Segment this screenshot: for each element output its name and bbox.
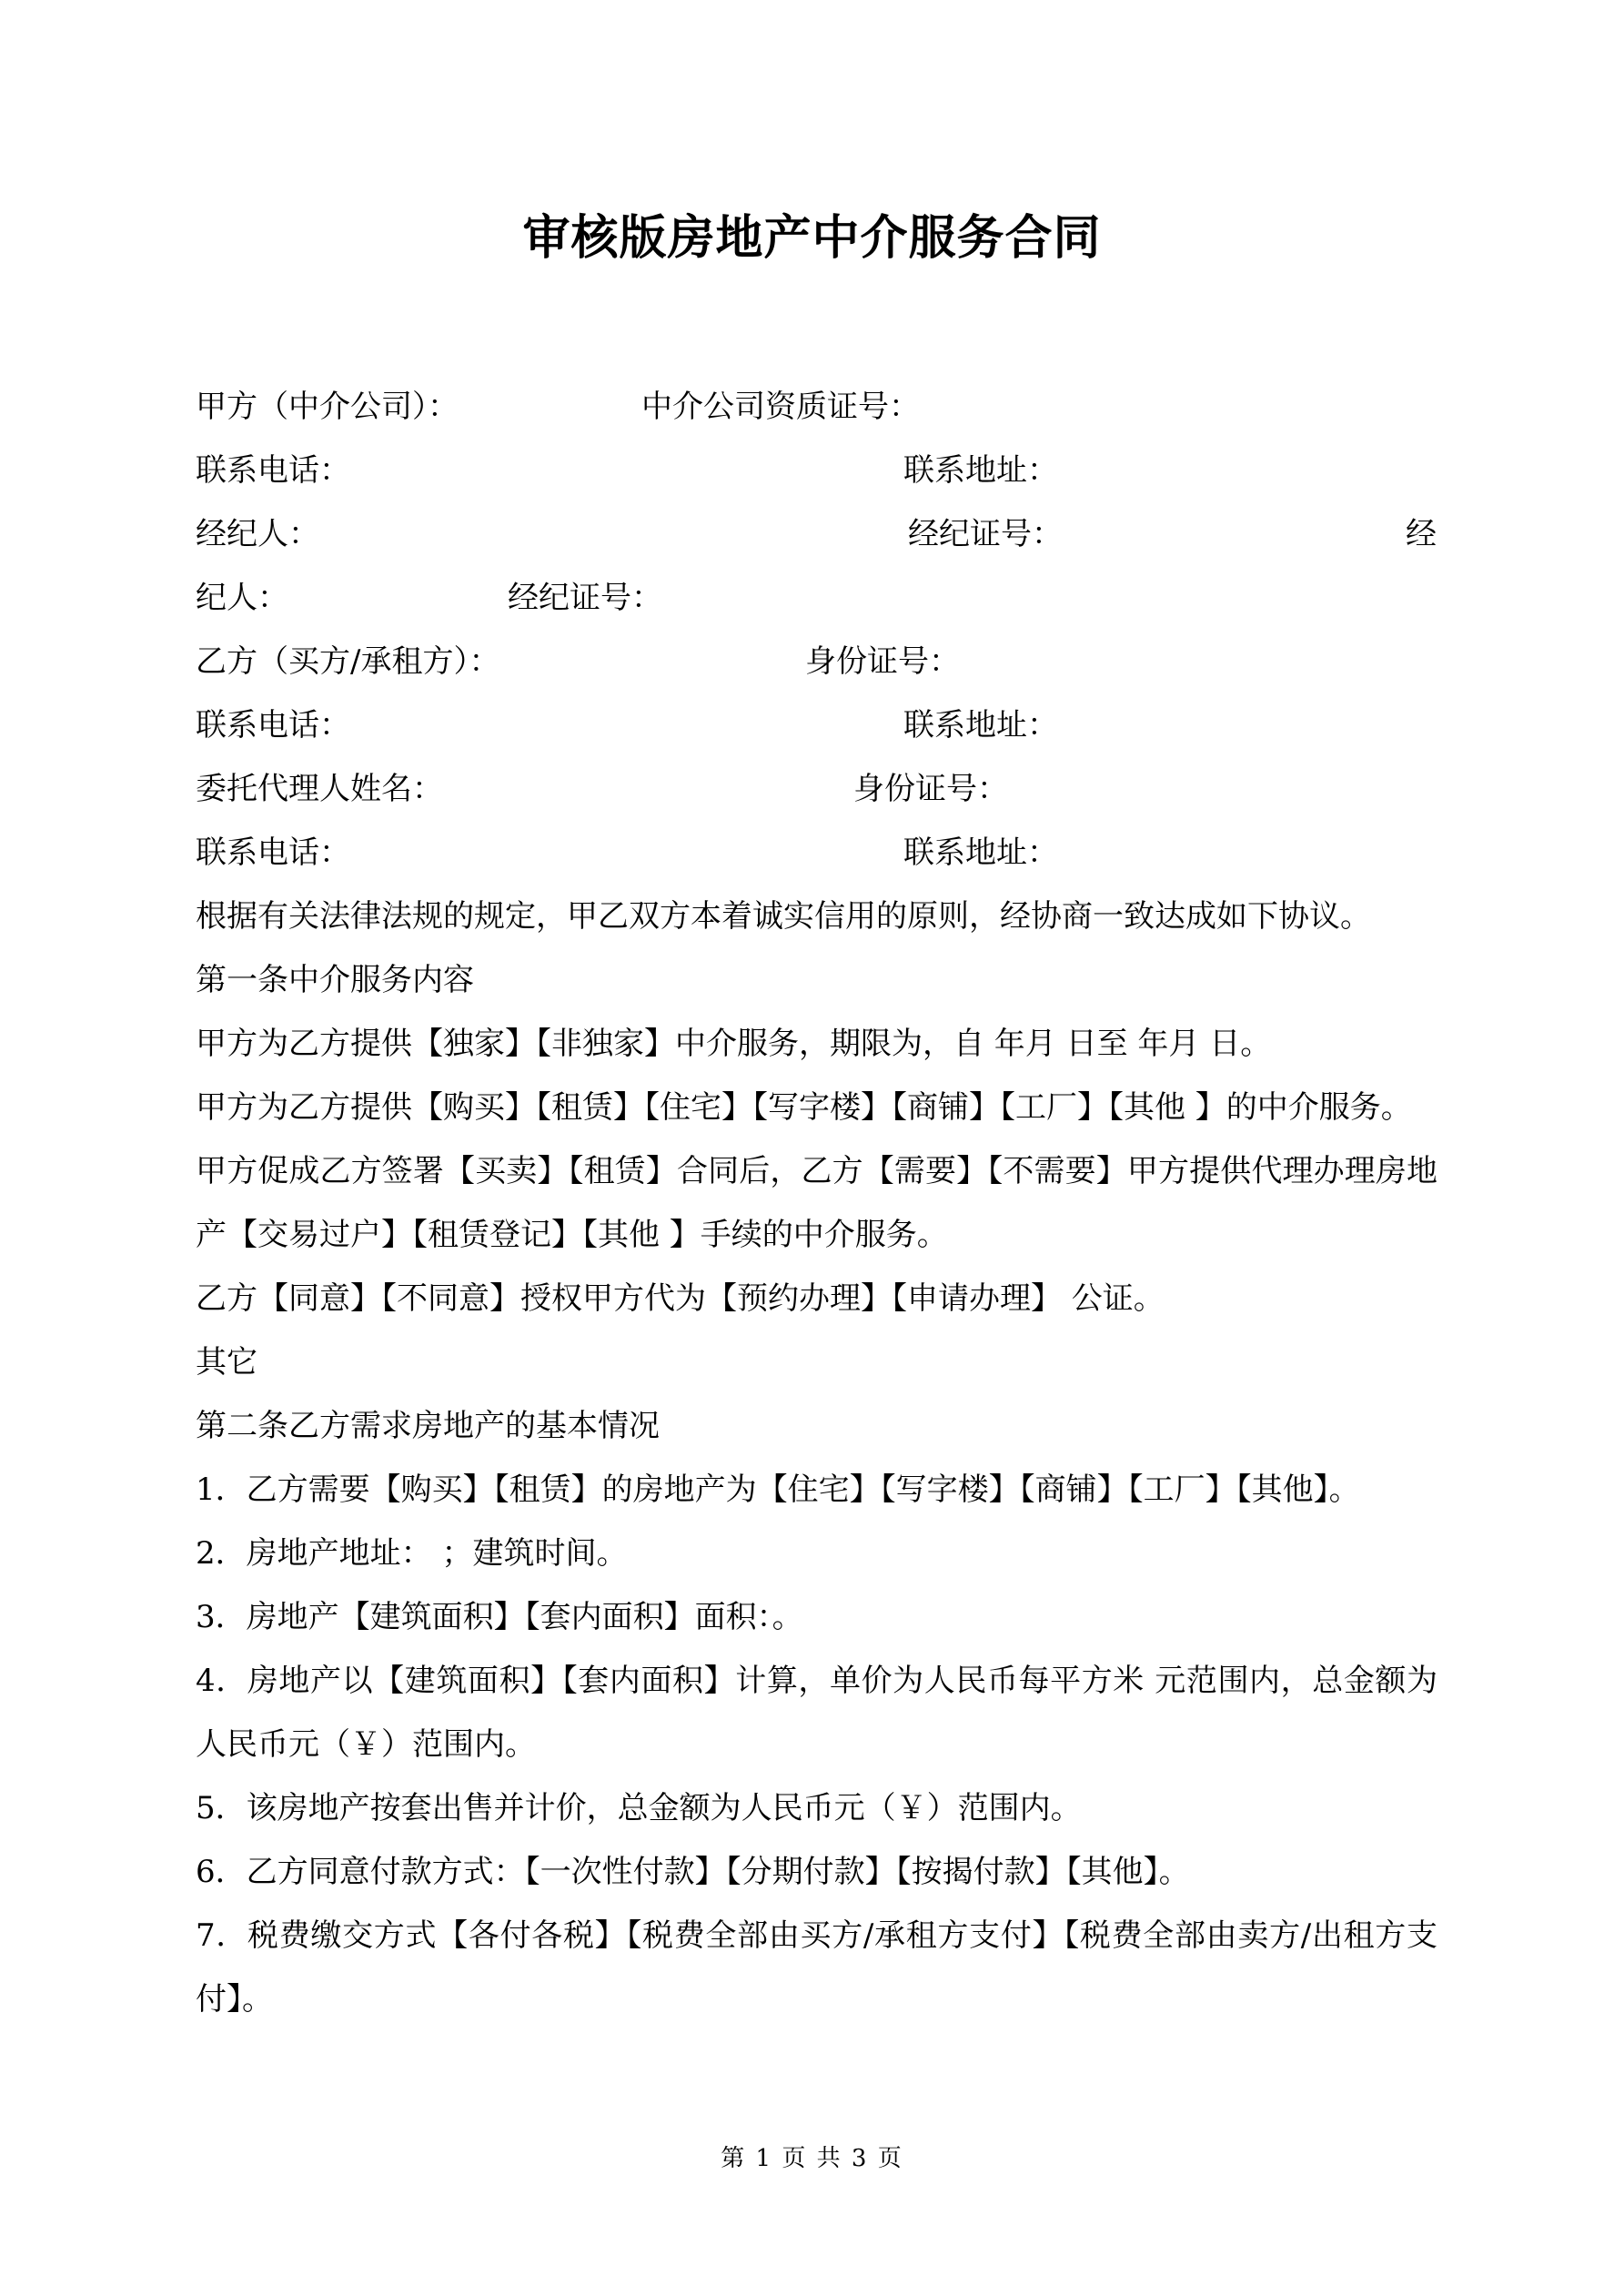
agent-cert-label: 经纪证号：	[908, 516, 1063, 552]
agent-label: 经纪人：	[196, 516, 319, 552]
proxy-contact-row	[196, 821, 1437, 885]
article-2-item-5: 5．该房地产按套出售并计价，总金额为人民币元（￥）范围内。	[196, 1790, 1082, 1826]
party-a-address-label: 联系地址：	[903, 452, 1058, 489]
proxy-phone-label: 联系电话：	[196, 834, 350, 871]
party-b-phone-label: 联系电话：	[196, 707, 350, 743]
article-2-item-1: 1．乙方需要【购买】【租赁】的房地产为【住宅】【写字楼】【商铺】【工厂】【其他】。	[196, 1472, 1360, 1508]
page-footer: 第 1 页 共 3 页	[721, 2145, 903, 2172]
party-a-phone-label: 联系电话：	[196, 452, 350, 489]
proxy-name-label: 委托代理人姓名：	[196, 771, 443, 807]
article-2-item-6: 6．乙方同意付款方式：【一次性付款】【分期付款】【按揭付款】【其他】。	[196, 1854, 1190, 1890]
article-1-clause-1: 甲方为乙方提供【独家】【非独家】中介服务，期限为，自 年月 日至 年月 日。	[196, 1026, 1272, 1062]
party-b-row	[196, 630, 1437, 693]
party-b-id-label: 身份证号：	[805, 643, 960, 680]
article-1-clause-2: 甲方为乙方提供【购买】【租赁】【住宅】【写字楼】【商铺】【工厂】【其他 】的中介服务。	[196, 1089, 1412, 1126]
party-a-row	[196, 375, 1437, 439]
agent-label-wrap-start: 经	[1406, 516, 1437, 552]
article-2-heading: 第二条乙方需求房地产的基本情况	[196, 1408, 660, 1444]
preamble-paragraph: 根据有关法律法规的规定，甲乙双方本着诚实信用的原则，经协商一致达成如下协议。	[196, 898, 1371, 935]
article-1-heading: 第一条中介服务内容	[196, 962, 474, 998]
proxy-id-label: 身份证号：	[853, 771, 1008, 807]
agent-row-2	[196, 566, 1437, 630]
party-a-contact-row	[196, 439, 1437, 502]
article-1-clause-3: 甲方促成乙方签署【买卖】【租赁】合同后，乙方【需要】【不需要】甲方提供代理办理房地产【交易过户】【租赁登记】【其他 】手续的中介服务。	[196, 1153, 1437, 1253]
agency-license-label: 中介公司资质证号：	[641, 389, 920, 425]
article-2-item-4: 4．房地产以【建筑面积】【套内面积】计算，单价为人民币每平方米 元范围内，总金额为人民币元（￥）范围内。	[196, 1663, 1437, 1763]
article-2-item-7: 7．税费缴交方式【各付各税】【税费全部由买方/承租方支付】【税费全部由卖方/出租方支付】。	[196, 1917, 1437, 2018]
document-title: 审核版房地产中介服务合同	[522, 211, 1102, 266]
party-b-address-label: 联系地址：	[903, 707, 1058, 743]
proxy-row	[196, 757, 1437, 821]
contract-body	[196, 375, 1437, 2031]
party-b-contact-row	[196, 693, 1437, 757]
proxy-address-label: 联系地址：	[903, 834, 1058, 871]
agent-cert-label-2: 经纪证号：	[508, 580, 662, 616]
party-a-label: 甲方（中介公司）：	[196, 389, 459, 425]
article-2-item-3: 3．房地产【建筑面积】【套内面积】面积：。	[196, 1599, 803, 1635]
party-b-label: 乙方（买方/承租方）：	[196, 643, 500, 680]
article-2-item-2: 2．房地产地址： ；建筑时间。	[196, 1535, 628, 1572]
article-1-other: 其它	[196, 1344, 257, 1381]
agent-row	[196, 502, 1437, 566]
article-1-clause-4: 乙方【同意】【不同意】授权甲方代为【预约办理】【申请办理】 公证。	[196, 1280, 1165, 1317]
agent-label-wrap-end: 纪人：	[196, 580, 288, 616]
